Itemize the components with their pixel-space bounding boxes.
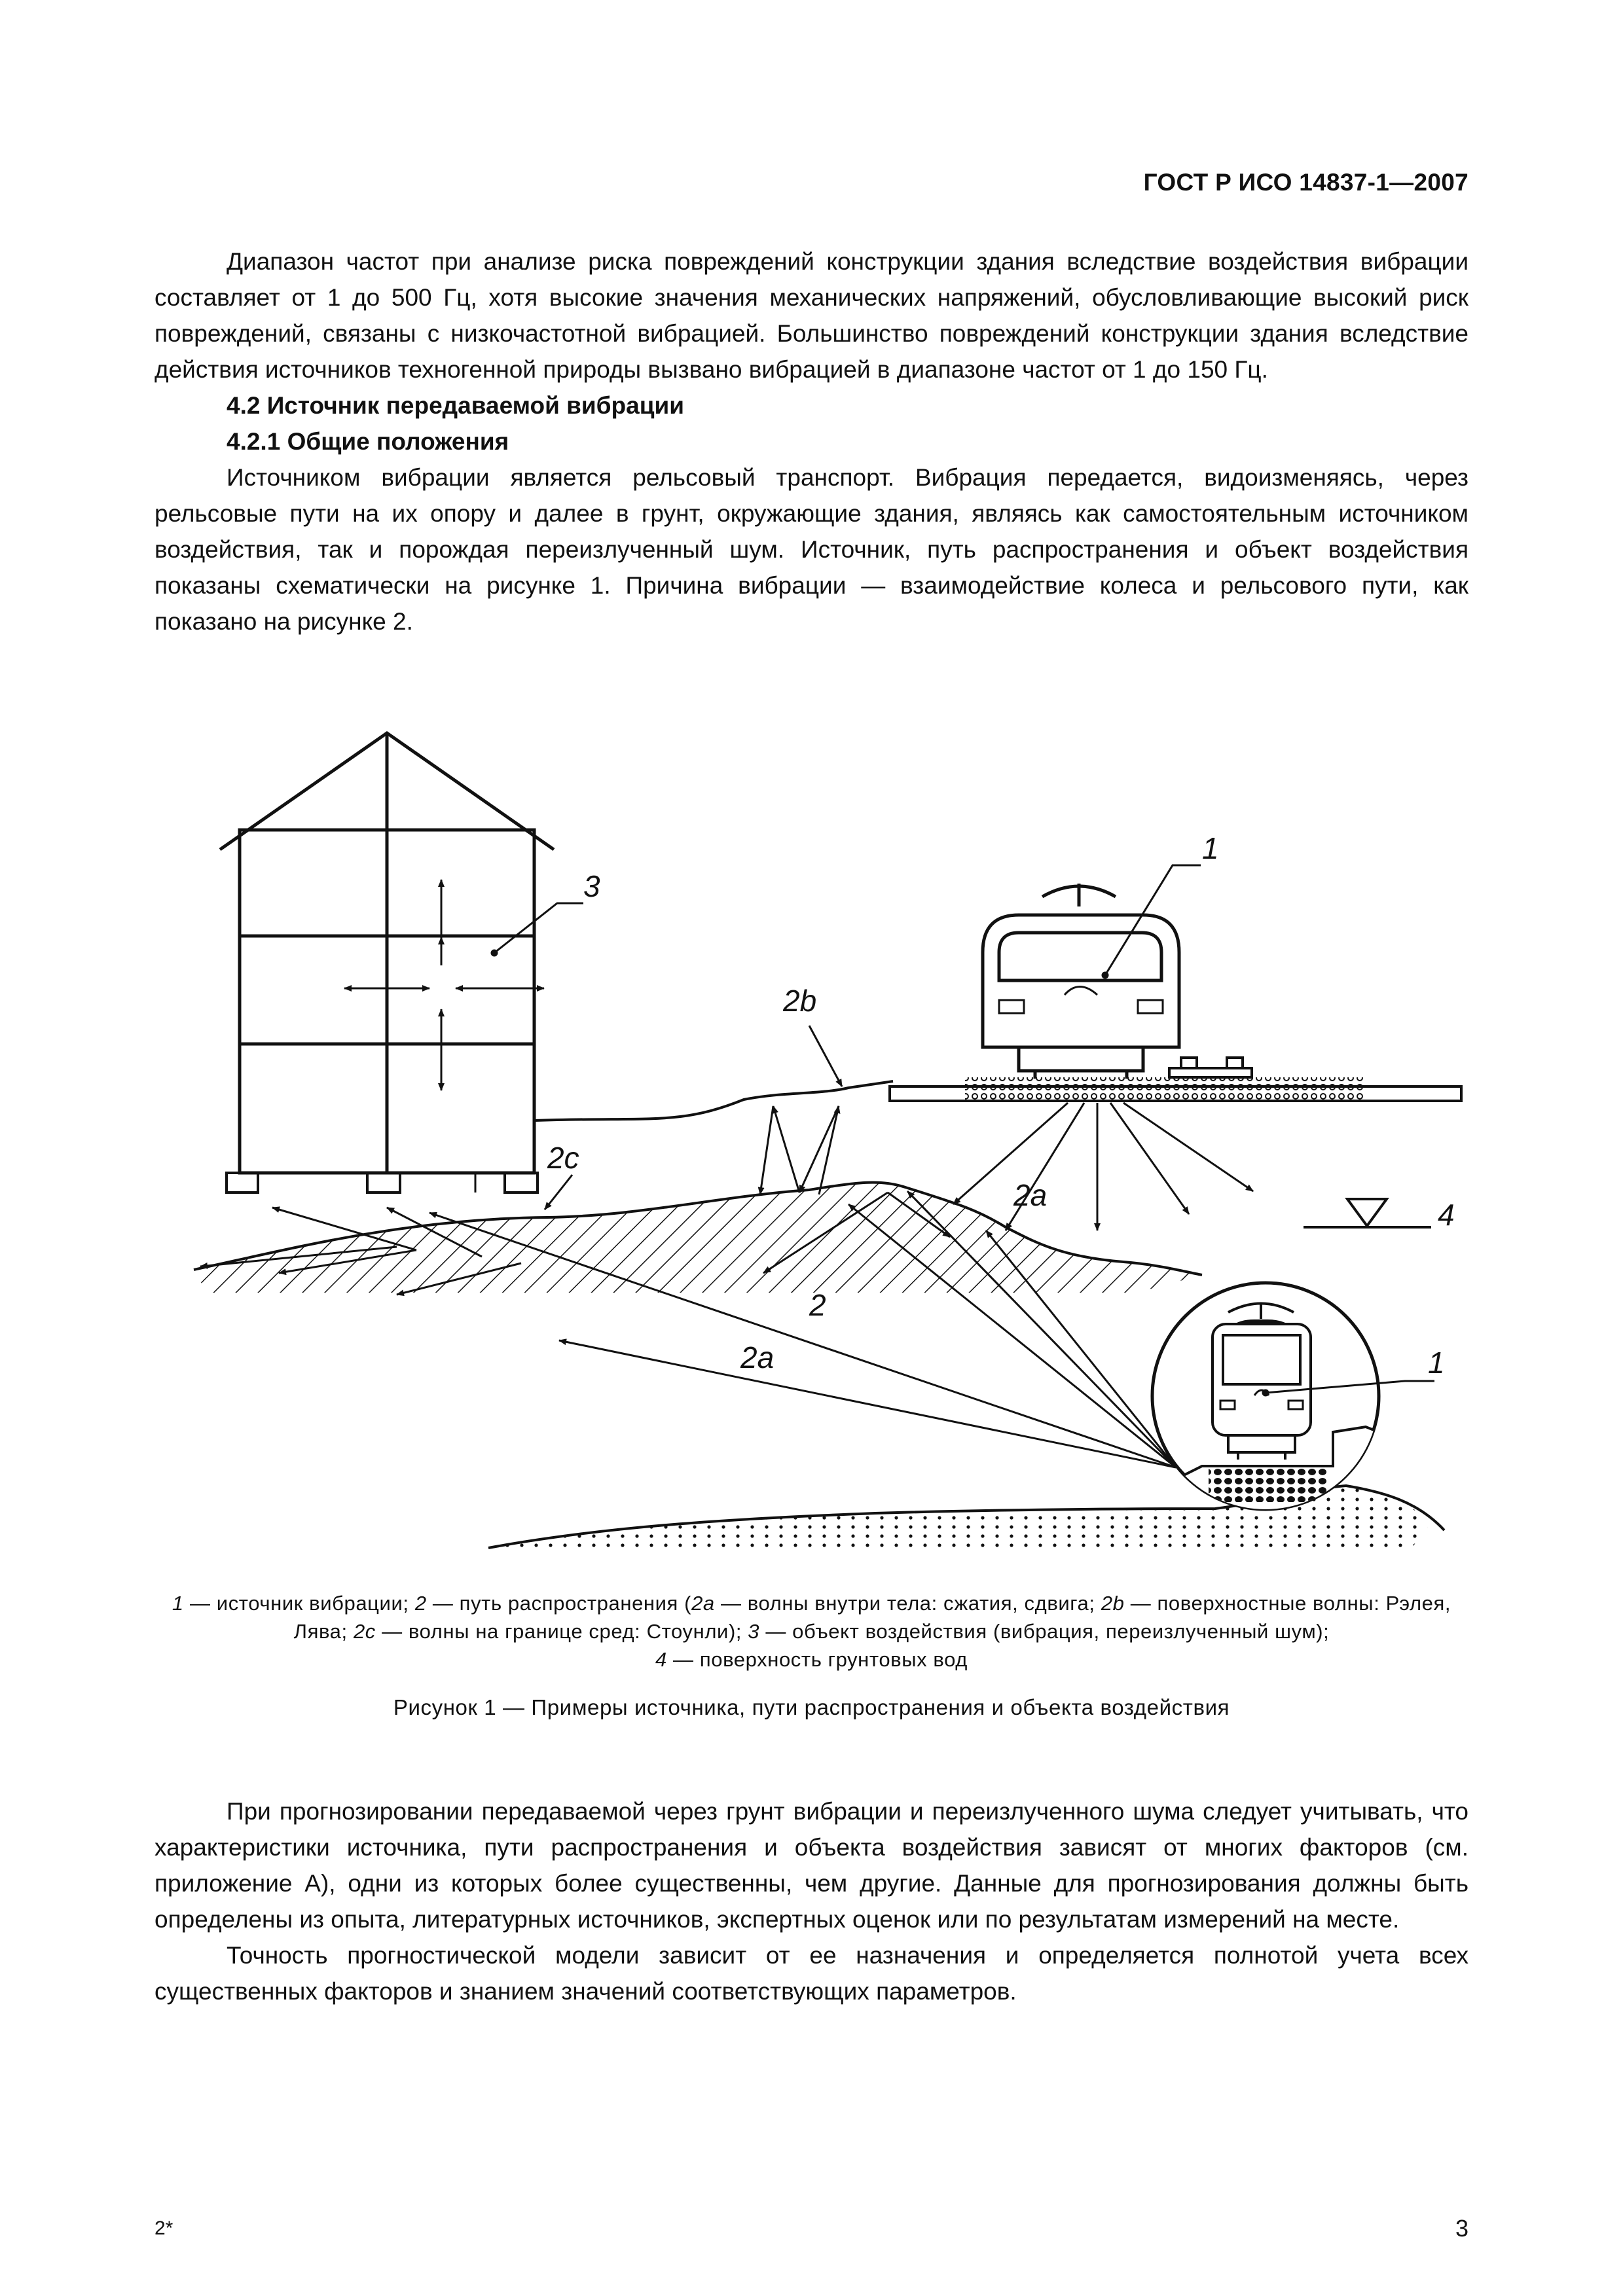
building	[220, 733, 554, 1193]
legend-key-2: 2	[414, 1592, 427, 1615]
label-receiver: 3	[583, 869, 600, 903]
legend-text-2: — путь распространения (	[426, 1592, 692, 1615]
body-text-top	[155, 243, 1468, 639]
legend-key-2b: 2b	[1101, 1592, 1125, 1615]
ground-surface	[534, 1081, 893, 1121]
sheet-mark: 2*	[155, 2217, 173, 2239]
legend-text-1: — источник вибрации;	[183, 1592, 415, 1615]
train-tunnel	[1213, 1302, 1311, 1460]
page-number: 3	[1455, 2215, 1468, 2242]
figure-legend	[155, 1589, 1468, 1674]
label-path: 2	[809, 1288, 826, 1322]
section-paragraph: Источником вибрации является рельсовый транспорт. Вибрация передается, видоизменяясь, через рельсовые пути на их опору и далее в грунт, окружающие здания, являясь как самостоятельным источником воздействия, так и порождая переизлученный шум. Источник, путь распространения и объект воздействия показаны схематически на рисунке 1. Причина вибрации — взаимодействие колеса и рельсового пути, как показано на рисунке 2.	[155, 464, 1468, 635]
legend-key-2c: 2c	[353, 1620, 376, 1643]
closing-paragraph-2: Точность прогностической модели зависит от ее назначения и определяется полнотой учета всех существенных факторов и знанием значений соответствующих параметров.	[155, 1942, 1468, 2005]
figure-vibration-scheme	[155, 707, 1468, 1574]
legend-key-3: 3	[748, 1620, 760, 1643]
label-source-tunnel: 1	[1428, 1346, 1445, 1380]
intro-paragraph: Диапазон частот при анализе риска повреждений конструкции здания вследствие воздействия вибрации составляет от 1 до 500 Гц, хотя высокие значения механических напряжений, обусловливающие высокий риск повреждений, связаны с низкочастотной вибрацией. Большинство повреждений конструкции здания вследствие действия источников техногенной природы вызвано вибрацией в диапазоне частот от 1 до 150 Гц.	[155, 248, 1468, 383]
subsection-heading: 4.2.1 Общие положения	[227, 428, 509, 455]
document-header: ГОСТ Р ИСО 14837-1—2007	[1143, 169, 1468, 196]
track-ballast	[965, 1077, 1364, 1101]
train-surface	[983, 884, 1179, 1079]
legend-text-2b: — поверхностные волны: Рэлея, Лява;	[293, 1592, 1451, 1643]
legend-text-4: — поверхность грунтовых вод	[666, 1648, 968, 1671]
rail-fasteners	[1169, 1058, 1252, 1077]
body-waves-track	[953, 1103, 1253, 1230]
label-interface-waves: 2c	[547, 1141, 579, 1175]
legend-text-2a: — волны внутри тела: сжатия, сдвига;	[714, 1592, 1101, 1615]
legend-text-2c: — волны на границе сред: Стоунли);	[375, 1620, 748, 1643]
body-text-bottom	[155, 1793, 1468, 2009]
label-body-waves-tunnel: 2a	[740, 1340, 775, 1374]
label-source-top: 1	[1202, 831, 1219, 865]
legend-key-1: 1	[172, 1592, 184, 1615]
closing-paragraph-1: При прогнозировании передаваемой через грунт вибрации и переизлученного шума следует учитывать, что характеристики источника, пути распространения и объекта воздействия зависят от многих факторов (см. приложение А), одни из которых более существенны, чем другие. Данные для прогнозирования должны быть определены из опыта, литературных источников, экспертных оценок или по результатам измерений на месте.	[155, 1798, 1468, 1933]
figure-caption: Рисунок 1 — Примеры источника, пути распространения и объекта воздействия	[393, 1695, 1230, 1719]
label-body-waves-surface: 2a	[1013, 1178, 1048, 1212]
legend-text-3: — объект воздействия (вибрация, переизлученный шум);	[759, 1620, 1330, 1643]
legend-key-4: 4	[655, 1648, 667, 1671]
section-heading: 4.2 Источник передаваемой вибрации	[227, 392, 684, 419]
label-groundwater: 4	[1438, 1198, 1455, 1232]
groundwater-symbol	[1304, 1199, 1431, 1227]
building-vibration-arrows	[344, 880, 544, 1090]
label-surface-waves: 2b	[783, 984, 817, 1018]
legend-key-2a: 2a	[691, 1592, 715, 1615]
